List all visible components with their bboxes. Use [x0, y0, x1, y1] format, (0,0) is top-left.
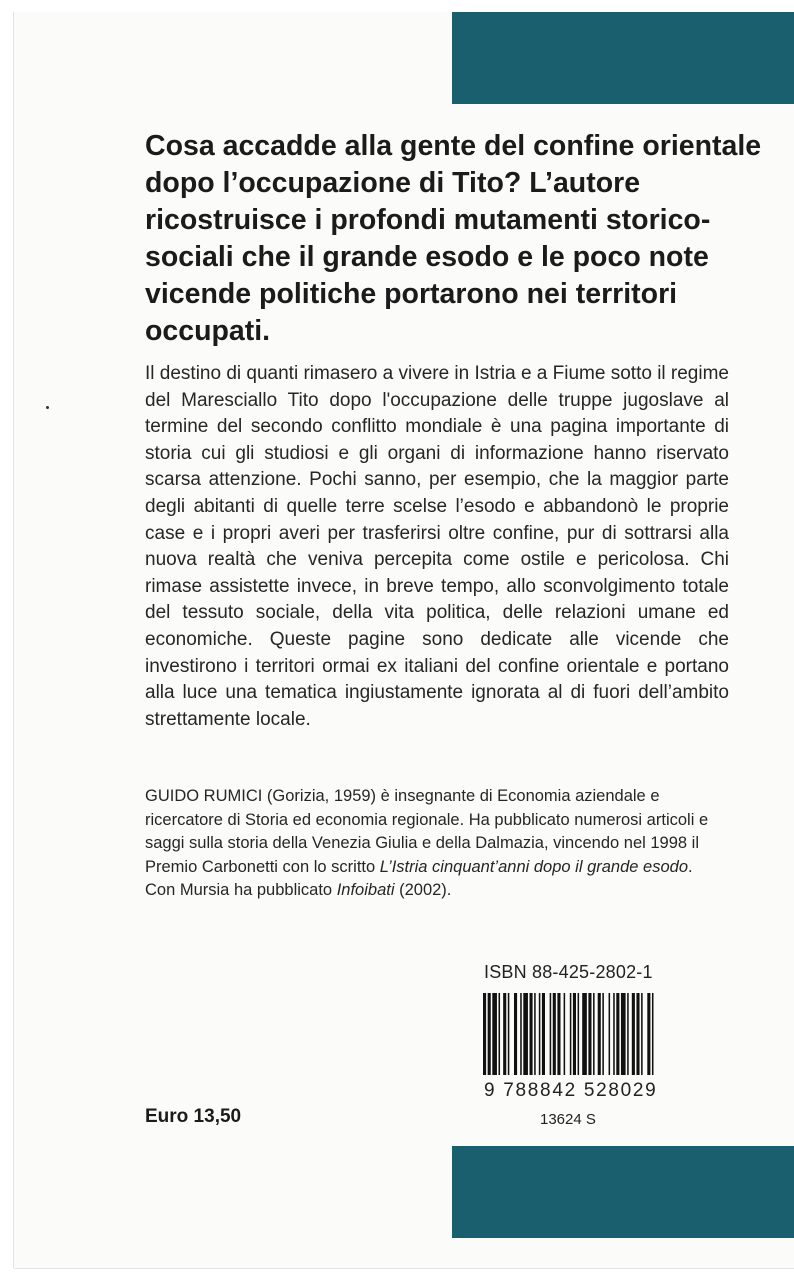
author-bio [145, 785, 729, 903]
mursia-publication [145, 879, 729, 903]
mursia-prefix: Con Mursia ha pubblicato [145, 881, 333, 900]
mursia-suffix: (2002). [399, 881, 452, 900]
barcode-image [483, 993, 701, 1075]
author-bio-intro-end: . [688, 857, 693, 876]
isbn-label: ISBN 88-425-2802-1 [484, 962, 653, 982]
back-cover-headline: Cosa accadde alla gente del confine orientale dopo l’occupazione di Tito? L’autore ricostruisce i profondi mutamenti storico-sociali che il grande esodo e le poco note vicende politiche portarono nei territori occupati. [145, 130, 762, 347]
top-teal-band [452, 12, 794, 104]
author-bio-intro: GUIDO RUMICI (Gorizia, 1959) è insegnante di Economia aziendale e ricercatore di Storia ed economia regionale. Ha pubblicato numerosi articoli e saggi sulla storia della Venezia Giulia e della Dalmazia, vincendo nel 1998 il Premio Carbonetti con lo scritto [145, 787, 709, 876]
bottom-teal-band [452, 1146, 794, 1238]
dust-speck [46, 406, 49, 409]
book-description: Il destino di quanti rimasero a vivere in Istria e a Fiume sotto il regime del Maresciallo Tito dopo l'occupazione delle truppe jugoslave al termine del secondo conflitto mondiale è una pagina importante di storia cui gli studiosi e gli organi di informazione hanno riservato scarsa attenzione. Pochi sanno, per esempio, che la maggior parte degli abitanti di quelle terre scelse l’esodo e abbandonò le proprie case e i propri averi per trasferirsi oltre confine, pur di sottrarsi alla nuova realtà che veniva percepita come ostile e pericolosa. Chi rimase assistette invece, in breve tempo, allo sconvolgimento totale del tessuto sociale, della vita politica, delle relazioni umane ed economiche. Queste pagine sono dedicate alle vicende che investirono i territori ormai ex italiani del confine orientale e portano alla luce una tematica ingiustamente ignorata al di fuori dell’ambito strettamente locale. [145, 363, 729, 730]
catalog-code: 13624 S [540, 1111, 596, 1128]
barcode-digits: 9 788842 528029 [484, 1080, 658, 1101]
mursia-title: Infoibati [336, 881, 395, 900]
price-label: Euro 13,50 [145, 1106, 242, 1127]
author-bio-paragraph [145, 785, 729, 879]
award-work-title: L’Istria cinquant’anni dopo il grande esodo [379, 857, 689, 876]
